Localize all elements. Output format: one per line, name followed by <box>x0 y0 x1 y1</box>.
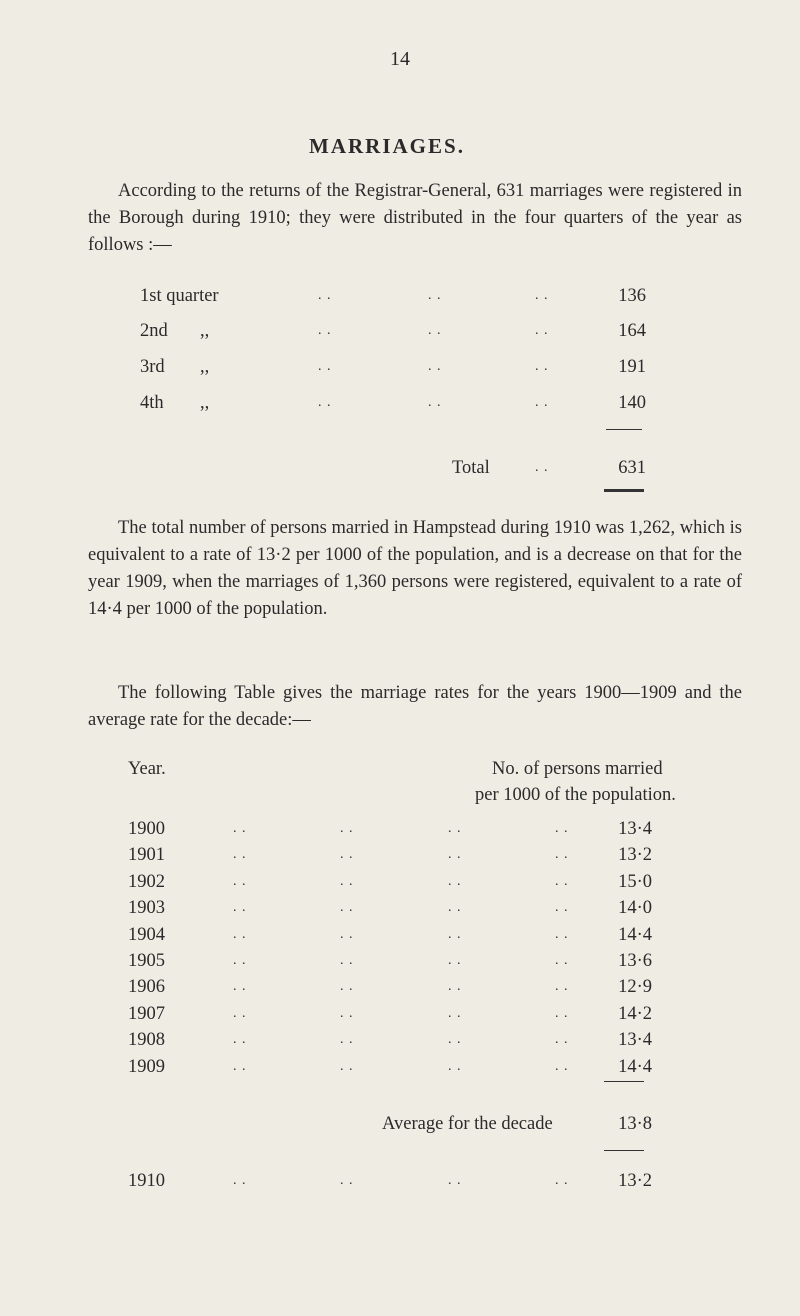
leader-dots: . . <box>428 288 442 303</box>
row-rate: 14·2 <box>618 1003 652 1024</box>
rate-row <box>0 1027 800 1053</box>
leader-dots: . . <box>555 900 569 916</box>
average-bottom-rule <box>604 1150 644 1151</box>
quarters-total-row <box>0 455 800 481</box>
leader-dots: . . <box>233 873 247 889</box>
row-rate: 13·4 <box>618 819 652 839</box>
leader-dots: . . <box>340 1173 354 1188</box>
leader-dots: . . <box>233 1173 247 1188</box>
leader-dots: . . <box>233 1032 247 1048</box>
leader-dots: . . <box>340 926 354 942</box>
row-year: 1905 <box>128 951 165 971</box>
leader-dots: . . <box>428 323 442 338</box>
row-year: 1900 <box>128 819 165 839</box>
row-rate: 14·4 <box>618 1056 652 1077</box>
leader-dots: . . <box>555 1173 569 1188</box>
leader-dots: . . <box>555 847 569 863</box>
intro-paragraph-text: According to the returns of the Registrar-General, 631 marriages were registered in the Borough during 1910; they were distributed in the four quarters of the year as follows :— <box>88 181 742 255</box>
leader-dots: . . <box>448 873 462 889</box>
ditto-mark: ,, <box>200 321 210 341</box>
leader-dots: . . <box>340 821 354 836</box>
rate-row <box>0 842 800 868</box>
leader-dots: . . <box>428 395 442 410</box>
rate-row <box>0 816 800 842</box>
quarter-label: 3rd <box>140 357 165 377</box>
rate-row <box>0 974 800 1000</box>
leader-dots: . . <box>233 979 247 995</box>
page-title: MARRIAGES. <box>309 134 465 158</box>
leader-dots: . . <box>448 953 462 968</box>
leader-dots: . . <box>233 1058 247 1074</box>
rate-row <box>0 922 800 948</box>
quarter-row <box>0 318 800 344</box>
leader-dots: . . <box>340 1005 354 1021</box>
total-label: Total <box>452 458 490 478</box>
third-paragraph-text: The following Table gives the marriage rates for the years 1900—1909 and the average rate for the decade:— <box>88 683 742 730</box>
quarter-label: 4th <box>140 393 164 413</box>
total-value: 631 <box>618 458 646 478</box>
row-rate: 13·2 <box>618 845 652 866</box>
leader-dots: . . <box>555 1032 569 1048</box>
second-paragraph <box>88 515 742 623</box>
third-paragraph <box>88 680 742 734</box>
leader-dots: . . <box>448 1173 462 1188</box>
rate-row <box>0 869 800 895</box>
column-header-rate-line1: No. of persons married <box>492 759 663 779</box>
leader-dots: . . <box>340 873 354 889</box>
quarter-row <box>0 283 800 309</box>
leader-dots: . . <box>233 1005 247 1021</box>
quarter-value: 191 <box>618 357 646 377</box>
intro-paragraph <box>88 178 742 259</box>
leader-dots: . . <box>233 821 247 836</box>
leader-dots: . . <box>233 953 247 968</box>
leader-dots: . . <box>340 979 354 995</box>
ditto-mark: ,, <box>200 393 210 413</box>
quarter-label: 2nd <box>140 321 168 341</box>
row-rate: 12·9 <box>618 977 652 998</box>
leader-dots: . . <box>233 926 247 942</box>
rate-row <box>0 895 800 921</box>
leader-dots: . . <box>448 1058 462 1074</box>
leader-dots: . . <box>535 395 549 410</box>
leader-dots: . . <box>318 395 332 410</box>
column-header-year: Year. <box>128 759 166 779</box>
leader-dots: . . <box>318 359 332 374</box>
row-rate: 13·4 <box>618 1030 652 1051</box>
leader-dots: . . <box>555 821 569 836</box>
quarter-value: 140 <box>618 393 646 413</box>
column-header-rate-line2: per 1000 of the population. <box>475 785 676 805</box>
page-number: 14 <box>390 48 410 70</box>
row-year: 1909 <box>128 1056 165 1077</box>
leader-dots: . . <box>555 953 569 968</box>
leader-dots: . . <box>535 288 549 303</box>
row-rate: 14·0 <box>618 898 652 919</box>
leader-dots: . . <box>555 1005 569 1021</box>
average-row <box>0 1111 800 1137</box>
final-rate: 13·2 <box>618 1171 652 1191</box>
quarter-label: 1st quarter <box>140 286 219 306</box>
leader-dots: . . <box>555 979 569 995</box>
quarter-value: 136 <box>618 286 646 306</box>
leader-dots: . . <box>448 979 462 995</box>
leader-dots: . . <box>448 926 462 942</box>
leader-dots: . . <box>340 847 354 863</box>
leader-dots: . . <box>448 821 462 836</box>
quarter-row <box>0 354 800 380</box>
leader-dots: . . <box>340 1058 354 1074</box>
average-value: 13·8 <box>618 1114 652 1134</box>
row-year: 1904 <box>128 924 165 945</box>
final-year: 1910 <box>128 1171 165 1191</box>
average-label: Average for the decade <box>382 1114 553 1134</box>
leader-dots: . . <box>448 900 462 916</box>
row-year: 1908 <box>128 1030 165 1051</box>
row-year: 1902 <box>128 871 165 892</box>
second-paragraph-text: The total number of persons married in Hampstead during 1910 was 1,262, which is equivalent to a rate of 13·2 per 1000 of the population, and is a decrease on that for the year 1909, when the marriages of 1,360 persons were registered, equivalent to a rate of 14·4 per 1000 of the population. <box>88 518 742 619</box>
leader-dots: . . <box>535 460 549 475</box>
row-rate: 15·0 <box>618 871 652 892</box>
leader-dots: . . <box>535 359 549 374</box>
leader-dots: . . <box>318 323 332 338</box>
average-rule <box>604 1081 644 1082</box>
row-year: 1906 <box>128 977 165 998</box>
total-rule <box>604 489 644 492</box>
subtotal-rule <box>606 429 642 430</box>
row-rate: 14·4 <box>618 924 652 945</box>
rate-row <box>0 1054 800 1080</box>
leader-dots: . . <box>340 900 354 916</box>
quarter-row <box>0 390 800 416</box>
leader-dots: . . <box>555 926 569 942</box>
row-year: 1901 <box>128 845 165 866</box>
leader-dots: . . <box>448 847 462 863</box>
leader-dots: . . <box>340 953 354 968</box>
leader-dots: . . <box>555 1058 569 1074</box>
leader-dots: . . <box>535 323 549 338</box>
leader-dots: . . <box>448 1032 462 1048</box>
rate-row <box>0 1001 800 1027</box>
rate-row <box>0 948 800 974</box>
row-rate: 13·6 <box>618 951 652 971</box>
row-year: 1907 <box>128 1003 165 1024</box>
leader-dots: . . <box>233 847 247 863</box>
leader-dots: . . <box>448 1005 462 1021</box>
leader-dots: . . <box>340 1032 354 1048</box>
quarter-value: 164 <box>618 321 646 341</box>
row-year: 1903 <box>128 898 165 919</box>
final-year-row <box>0 1168 800 1194</box>
leader-dots: . . <box>555 873 569 889</box>
leader-dots: . . <box>428 359 442 374</box>
leader-dots: . . <box>233 900 247 916</box>
ditto-mark: ,, <box>200 357 210 377</box>
leader-dots: . . <box>318 288 332 303</box>
